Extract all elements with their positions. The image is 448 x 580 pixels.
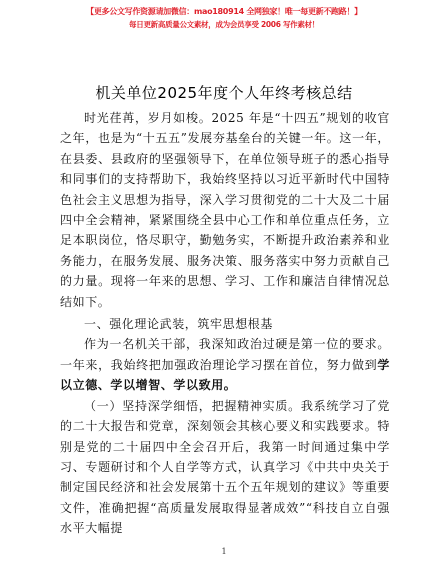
paragraph-subsection-1: （一）坚持深学细悟，把握精神实质。我系统学习了党的二十大报告和党章，深刻领会其核心要义和实践要求。特别是党的二十届四中全会召开后，我第一时间通过集中学习、专题研讨和个人自学等方式，认真学习《中共中央关于制定国民经济和社会发展第十五个五年规划的建议》等重要文件，准确把握“高质量发展取得显著成效”“科技自立自强水平大幅提 <box>60 398 390 536</box>
paragraph-intro: 时光荏苒，岁月如梭。2025 年是“十四五”规划的收官之年，也是为“十五五”发展夯基垒台的关键一年。这一年，在县委、县政府的坚强领导下，在单位领导班子的悉心指导和同事们的支持帮助下，我始终坚持以习近平新时代中国特色社会主义思想为指导，深入学习贯彻党的二十大及二十届四中全会精神，紧紧围绕全县中心工作和单位重点任务，立足本职岗位，恪尽职守，勤勉务实，不断提升政治素养和业务能力，在服务发展、服务决策、服务落实中努力贡献自己的力量。现将一年来的思想、学习、工作和廉洁自律情况总结如下。 <box>60 111 390 309</box>
promo-banner-line-1: 【更多公文写作资源请加微信：mao180914 全网独家！唯一每更新不跑路！】 <box>86 7 362 16</box>
promo-banner-line-2: 每日更新高质量公文素材，成为会员享受 2006 写作素材！ <box>129 20 319 29</box>
emphasis-text: 学以立德、学以增智、学以致用。 <box>60 357 390 393</box>
page-number: 1 <box>221 547 227 556</box>
section-heading-1: 一、强化理论武装，筑牢思想根基 <box>84 317 274 332</box>
document-body <box>60 108 390 539</box>
promo-banner <box>0 5 448 31</box>
paragraph-section-1-intro: 作为一名机关干部，我深知政治过硬是第一位的要求。一年来，我始终把加强政治理论学习摆在首位，努力做到学以立德、学以增智、学以致用。 <box>60 337 390 393</box>
document-title: 机关单位2025年度个人年终考核总结 <box>95 84 353 102</box>
